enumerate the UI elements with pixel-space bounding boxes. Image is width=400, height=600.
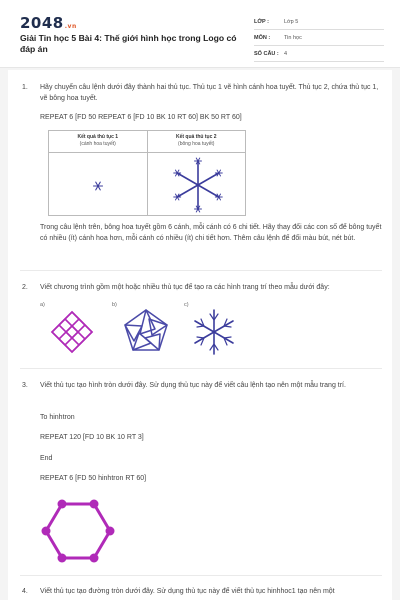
meta-key: MÔN :	[254, 34, 271, 41]
code-line: REPEAT 120 [FD 10 BK 10 RT 3]	[40, 434, 144, 441]
meta-value: 4	[284, 50, 288, 57]
question-note: Trong câu lệnh trên, bông hoa tuyết gồm 6 cánh, mỗi cánh có 6 chi tiết. Hãy thay đổi các con số để bông tuyết có nhiều (ít) cánh hoa hơn, mỗi cánh có nhiều (ít) chi tiết hơn. Thêm câu lệnh để đổi màu bút, nét bút.	[40, 224, 382, 242]
meta-key: LỚP :	[254, 18, 269, 25]
question-number: 1.	[22, 84, 28, 91]
figure-label-c: c)	[184, 302, 189, 308]
divider	[20, 270, 382, 271]
cell-header-sub: (cánh hoa tuyết)	[79, 141, 116, 147]
content-card	[8, 70, 392, 600]
meta-row-count	[254, 46, 384, 62]
divider	[20, 575, 382, 576]
question-number: 3.	[22, 382, 28, 389]
diamond-pattern-figure	[48, 308, 96, 356]
meta-value: Tin học	[284, 34, 302, 41]
code-line: REPEAT 6 [FD 50 hinhtron RT 60]	[40, 475, 147, 482]
meta-table	[254, 14, 384, 62]
question-text: Viết thủ tục tạo hình tròn dưới đây. Sử dụng thủ tục này để viết câu lệnh tạo nên một mẫu trang trí.	[40, 382, 346, 389]
question-3	[22, 380, 382, 404]
question-text: Viết chương trình gồm một hoặc nhiều thủ tục để tạo ra các hình trang trí theo mẫu dưới đây:	[40, 284, 330, 291]
star-snowflake-figure	[188, 306, 240, 358]
question-number: 2.	[22, 284, 28, 291]
result-cell-2	[147, 131, 246, 215]
page-header	[0, 0, 400, 68]
meta-row-class	[254, 14, 384, 30]
question-4	[22, 586, 382, 598]
question-text: Viết thủ tục tạo đường tròn dưới đây. Sử dụng thủ tục này để viết thủ tục hinhhoc1 tạo nên một	[40, 588, 335, 595]
cell-header	[148, 131, 246, 153]
code-line: To hinhtron	[40, 414, 75, 421]
meta-key: SỐ CÂU :	[254, 50, 279, 57]
result-cell-1	[49, 131, 147, 215]
divider	[20, 368, 382, 369]
pentagon-pattern-figure	[118, 304, 174, 360]
question-number: 4.	[22, 588, 28, 595]
code-line: REPEAT 6 [FD 50 REPEAT 6 [FD 10 BK 10 RT 60] BK 50 RT 60]	[40, 114, 242, 121]
snowflake-figure	[173, 156, 223, 214]
figure-label-b: b)	[112, 302, 117, 308]
question-2	[22, 282, 382, 294]
meta-value: Lớp 5	[284, 18, 299, 25]
logo-suffix: .vn	[64, 23, 77, 30]
code-line: End	[40, 455, 53, 462]
question-1	[22, 82, 382, 106]
cell-header-sub: (bông hoa tuyết)	[178, 141, 215, 147]
question-text: Hãy chuyển câu lệnh dưới đây thành hai thủ tục. Thủ tục 1 vẽ hình cánh hoa tuyết. Thủ tục 2, chứa thủ tục 1, vẽ bông hoa tuyết.	[40, 84, 379, 102]
cell-header	[49, 131, 147, 153]
hexagon-circles-figure	[36, 494, 120, 568]
logo-main: 2048	[20, 14, 64, 32]
petal-figure	[90, 178, 106, 194]
cell-header-title: Kết quả thủ tục 2	[175, 134, 217, 140]
cell-header-title: Kết quả thủ tục 1	[77, 134, 119, 140]
site-logo[interactable]	[20, 14, 77, 32]
figure-label-a: a)	[40, 302, 45, 308]
page-title: Giải Tin học 5 Bài 4: Thế giới hình học trong Logo có đáp án	[20, 33, 237, 54]
meta-row-subject	[254, 30, 384, 46]
result-table	[48, 130, 246, 216]
